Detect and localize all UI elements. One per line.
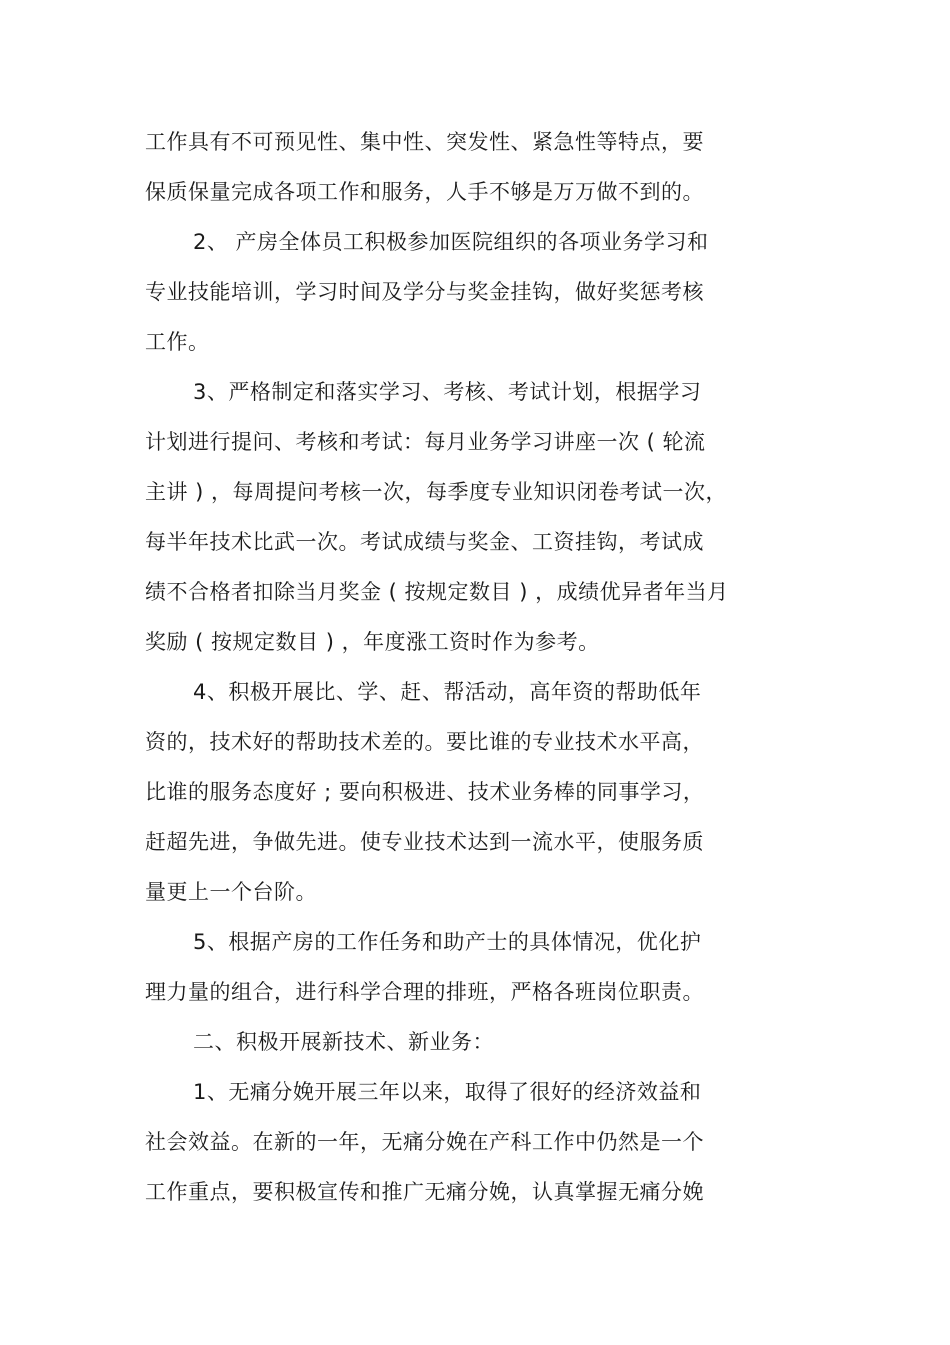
text-line: 资的，技术好的帮助技术差的。要比谁的专业技术水平高， [145,730,704,754]
text-line: 专业技能培训，学习时间及学分与奖金挂钩，做好奖惩考核 [145,280,704,304]
paragraph-start-line: 3、严格制定和落实学习、考核、考试计划，根据学习 [193,380,702,404]
text-line: 量更上一个台阶。 [145,880,317,904]
text-line: 比谁的服务态度好 ; 要向积极进、技术业务棒的同事学习， [145,780,705,804]
paragraph-start-line: 2、 产房全体员工积极参加医院组织的各项业务学习和 [193,230,709,254]
section-heading: 二、积极开展新技术、新业务： [193,1030,494,1054]
text-line: 计划进行提问、考核和考试：每月业务学习讲座一次 ( 轮流 [145,430,706,454]
text-line: 绩不合格者扣除当月奖金 ( 按规定数目 ) ，成绩优异者年当月 [145,580,729,604]
text-line: 社会效益。在新的一年，无痛分娩在产科工作中仍然是一个 [145,1130,704,1154]
paragraph-start-line: 4、积极开展比、学、赶、帮活动，高年资的帮助低年 [193,680,702,704]
paragraph-start-line: 5、根据产房的工作任务和助产士的具体情况，优化护 [193,930,702,954]
text-line: 保质保量完成各项工作和服务，人手不够是万万做不到的。 [145,180,704,204]
text-line: 奖励 ( 按规定数目 ) ，年度涨工资时作为参考。 [145,630,600,654]
text-line: 理力量的组合，进行科学合理的排班，严格各班岗位职责。 [145,980,704,1004]
text-line: 每半年技术比武一次。考试成绩与奖金、工资挂钩，考试成 [145,530,704,554]
text-line: 工作重点，要积极宣传和推广无痛分娩，认真掌握无痛分娩 [145,1180,704,1204]
text-line: 工作。 [145,330,210,354]
text-line: 赶超先进，争做先进。使专业技术达到一流水平，使服务质 [145,830,704,854]
text-line: 主讲 ) ，每周提问考核一次，每季度专业知识闭卷考试一次， [145,480,728,504]
text-line: 工作具有不可预见性、集中性、突发性、紧急性等特点，要 [145,130,704,154]
paragraph-start-line: 1、无痛分娩开展三年以来，取得了很好的经济效益和 [193,1080,702,1104]
